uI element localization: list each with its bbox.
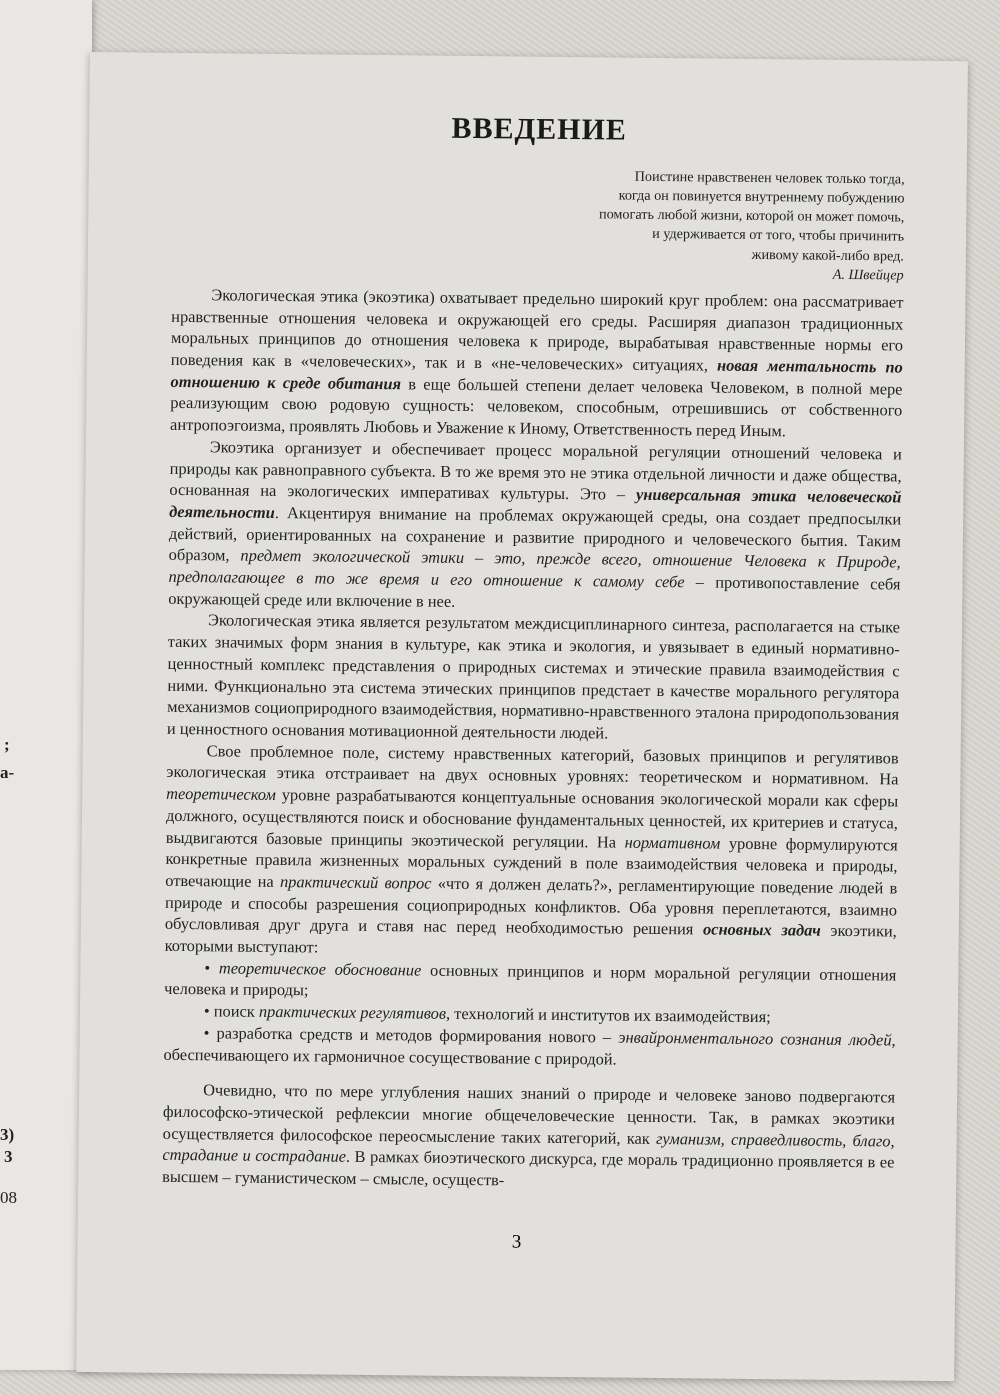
facing-page-fragment: 3	[4, 1147, 13, 1166]
epigraph-line: когда он повинуется внутреннему побуждению	[618, 187, 905, 207]
facing-page-fragment: 08	[0, 1188, 17, 1207]
page-number: 3	[511, 1231, 522, 1253]
paragraph-4: Свое проблемное поле, систему нравственных категорий, базовых принципов и регулятивов экологическая этика отстраивает на двух основных уровнях: теоретическом и нормативном. На теоретическом уровне разрабатываются концептуальные основания экологической морали как сферы должного, осуществляются поиск и обоснование фундаментальных ценностей, их критериев и статуса, выдвигаются базовые принципы экоэтической регуляции. На нормативном уровне формулируются конкретные правила жизненных моральных суждений в поле взаимодействия человека и природы, отвечающие на практический вопрос «что я должен делать?», регламентирующие поведение людей в природе и способы разрешения социоприродных конфликтов. Оба уровня переплетаются, взаимно обусловливая друг друга и ставя нас перед необходимостью решения основных задач экоэтики, которыми выступают:	[164, 740, 899, 957]
paragraph-3: Экологическая этика является результатом междисциплинарного синтеза, располагается на стыке таких значимых форм знания в культуре, как этика и экология, и увязывает в единый нормативно-ценностный комплекс представления о природных системах и этические правила взаимодействия с ними. Функционально эта система этических принципов предстает в качестве морального регулятора механизмов социоприродного взаимодействия, нормативно-нравственного эталона природопользования и ценностного основания мотивационной деятельности людей.	[166, 610, 901, 743]
list-item: • разработка средств и методов формирования нового – энвайронментального сознания людей, обеспечивающего их гармоничное сосуществование с природой.	[163, 1022, 895, 1073]
facing-page-fragment: a-	[0, 763, 15, 782]
page-content	[162, 111, 905, 1195]
epigraph-author: А. Швейцер	[832, 266, 904, 284]
paragraph-5: Очевидно, что по мере углубления наших знаний о природе и человеке заново подвергаются философско-этической рефлексии многие общечеловеческие ценности. Так, в рамках экоэтики осуществляется философское переосмысление таких категорий, как гуманизм, справедливость, благо, страдание и сострадание. В рамках биоэтического дискурса, где мораль традиционно проявляется в ее высшем – гуманистическом – смысле, осуществ-	[162, 1080, 896, 1190]
epigraph-line: живому какой-либо вред.	[751, 246, 904, 265]
facing-page-fragment: ;	[4, 735, 10, 754]
list-item: • поиск практических регулятивов, технологий и институтов их взаимодействия;	[164, 1000, 896, 1029]
paragraph-2: Экоэтика организует и обеспечивает процесс моральной регуляции отношений человека и природы как равноправного субъекта. В то же время это не этика отдельной личности и даже общества, основанная на экологических императивах культуры. Это – универсальная этика человеческой деятельности. Акцентируя внимание на проблемах окружающей среды, она создает предпосылки действий, ориентированных на сохранение и развитие природного и человеческого бытия. Таким образом, предмет экологической этики – это, прежде всего, отношение Человека к Природе, предполагающее в то же время и его отношение к самому себе – противопоставление себя окружающей среде или включение в нее.	[168, 437, 902, 611]
paragraph-1: Экологическая этика (экоэтика) охватывает предельно широкий круг проблем: она рассматривает нравственные отношения человека и окружающей его среды. Расширяя диапазон традиционных моральных принципов до отношения человека к природе, вырабатывая нравственные нормы его поведения как в «человеческих», так и в «не-человеческих» ситуациях, новая ментальность по отношению к среде обитания в еще большей степени делает человека Человеком, в полной мере реализующим свою родовую сущность: человеком, способным, отрешившись от собственного антропоэгоизма, проявлять Любовь и Уважение к Иному, Ответственность перед Иным.	[170, 285, 904, 441]
facing-page-fragment: 3)	[0, 1125, 15, 1144]
epigraph-line: и удерживается от того, чтобы причинить	[652, 226, 905, 245]
tasks-list	[163, 957, 896, 1073]
book-page	[76, 52, 968, 1381]
epigraph	[172, 163, 905, 286]
epigraph-line: помогать любой жизни, которой он может помочь,	[598, 206, 905, 226]
chapter-title: ВВЕДЕНИЕ	[451, 111, 628, 147]
epigraph-line: Поистине нравственен человек только тогда,	[634, 168, 905, 188]
list-item: • теоретическое обоснование основных принципов и норм моральной регуляции отношения человека и природы;	[164, 957, 896, 1008]
